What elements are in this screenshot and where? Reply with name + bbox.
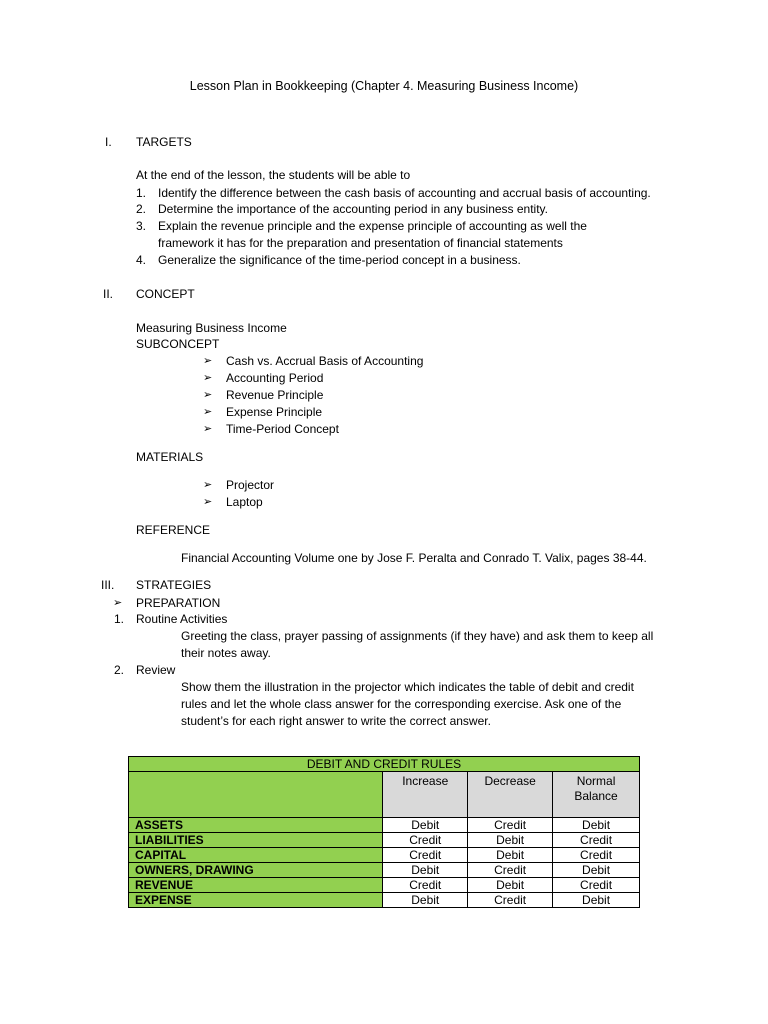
arrow-bullet-icon: ➢ bbox=[203, 372, 213, 384]
table-cell: Credit bbox=[468, 863, 553, 878]
arrow-bullet-icon: ➢ bbox=[113, 597, 123, 609]
arrow-bullet-icon: ➢ bbox=[203, 496, 213, 508]
subconcept-item: Revenue Principle bbox=[226, 388, 324, 402]
preparation-label: PREPARATION bbox=[136, 596, 221, 610]
table-cell: Debit bbox=[553, 818, 640, 833]
table-row bbox=[129, 893, 640, 908]
table-row bbox=[129, 833, 640, 848]
material-item: Laptop bbox=[226, 495, 263, 509]
table-cell: Debit bbox=[383, 863, 468, 878]
table-cell: Credit bbox=[553, 848, 640, 863]
table-cell: Credit bbox=[468, 818, 553, 833]
table-row bbox=[129, 818, 640, 833]
arrow-bullet-icon: ➢ bbox=[203, 406, 213, 418]
target-number: 1. bbox=[136, 186, 147, 200]
table-cell: Credit bbox=[553, 878, 640, 893]
target-item: Explain the revenue principle and the expense principle of accounting as well the bbox=[158, 219, 587, 233]
table-row bbox=[129, 848, 640, 863]
target-item: Identify the difference between the cash basis of accounting and accrual basis of accounting. bbox=[158, 186, 651, 200]
targets-intro: At the end of the lesson, the students will be able to bbox=[136, 168, 411, 182]
reference-text: Financial Accounting Volume one by Jose F. Peralta and Conrado T. Valix, pages 38-44. bbox=[181, 551, 647, 565]
subconcept-label: SUBCONCEPT bbox=[136, 337, 220, 351]
material-item: Projector bbox=[226, 478, 275, 492]
row-label: LIABILITIES bbox=[129, 833, 383, 848]
arrow-bullet-icon: ➢ bbox=[203, 389, 213, 401]
target-item: Generalize the significance of the time-period concept in a business. bbox=[158, 253, 521, 267]
section-heading-concept: CONCEPT bbox=[136, 287, 195, 301]
table-cell: Credit bbox=[553, 833, 640, 848]
step-description: student’s for each right answer to write the correct answer. bbox=[181, 714, 491, 728]
arrow-bullet-icon: ➢ bbox=[203, 423, 213, 435]
step-description: Greeting the class, prayer passing of assignments (if they have) and ask them to keep all bbox=[181, 629, 654, 643]
step-number: 2. bbox=[114, 663, 125, 677]
arrow-bullet-icon: ➢ bbox=[203, 479, 213, 491]
table-cell: Credit bbox=[468, 893, 553, 908]
step-description: Show them the illustration in the projector which indicates the table of debit and credit bbox=[181, 680, 634, 694]
section-heading-strategies: STRATEGIES bbox=[136, 578, 212, 592]
row-label: ASSETS bbox=[129, 818, 383, 833]
row-label: OWNERS, DRAWING bbox=[129, 863, 383, 878]
column-header: Normal Balance bbox=[553, 772, 640, 818]
section-numeral-strategies: III. bbox=[101, 578, 115, 592]
table-cell: Debit bbox=[468, 833, 553, 848]
arrow-bullet-icon: ➢ bbox=[203, 355, 213, 367]
debit-credit-rules-table bbox=[128, 756, 640, 908]
table-row bbox=[129, 863, 640, 878]
step-label: Routine Activities bbox=[136, 612, 228, 626]
target-number: 2. bbox=[136, 202, 147, 216]
row-label: EXPENSE bbox=[129, 893, 383, 908]
table-cell: Debit bbox=[383, 893, 468, 908]
page-title: Lesson Plan in Bookkeeping (Chapter 4. Measuring Business Income) bbox=[189, 79, 579, 93]
section-numeral-targets: I. bbox=[105, 135, 112, 149]
table-cell: Credit bbox=[383, 878, 468, 893]
row-label: REVENUE bbox=[129, 878, 383, 893]
row-label: CAPITAL bbox=[129, 848, 383, 863]
target-item-continuation: framework it has for the preparation and presentation of financial statements bbox=[158, 236, 563, 250]
step-description: rules and let the whole class answer for the corresponding exercise. Ask one of the bbox=[181, 697, 622, 711]
subconcept-item: Time-Period Concept bbox=[226, 422, 339, 436]
table-cell: Debit bbox=[553, 863, 640, 878]
table-row bbox=[129, 878, 640, 893]
step-description: their notes away. bbox=[181, 646, 271, 660]
column-header: Increase bbox=[383, 772, 468, 818]
subconcept-item: Cash vs. Accrual Basis of Accounting bbox=[226, 354, 424, 368]
step-label: Review bbox=[136, 663, 176, 677]
target-number: 3. bbox=[136, 219, 147, 233]
subconcept-item: Accounting Period bbox=[226, 371, 324, 385]
concept-topic: Measuring Business Income bbox=[136, 321, 287, 335]
subconcept-item: Expense Principle bbox=[226, 405, 323, 419]
step-number: 1. bbox=[114, 612, 125, 626]
table-cell: Credit bbox=[383, 833, 468, 848]
column-header: Decrease bbox=[468, 772, 553, 818]
materials-label: MATERIALS bbox=[136, 450, 204, 464]
target-number: 4. bbox=[136, 253, 147, 267]
section-heading-targets: TARGETS bbox=[136, 135, 192, 149]
table-cell: Debit bbox=[468, 878, 553, 893]
table-cell: Debit bbox=[553, 893, 640, 908]
reference-label: REFERENCE bbox=[136, 523, 211, 537]
section-numeral-concept: II. bbox=[103, 287, 114, 301]
table-cell: Credit bbox=[383, 848, 468, 863]
target-item: Determine the importance of the accounting period in any business entity. bbox=[158, 202, 548, 216]
table-header-blank bbox=[129, 772, 383, 818]
table-cell: Debit bbox=[468, 848, 553, 863]
table-title: DEBIT AND CREDIT RULES bbox=[129, 757, 640, 772]
table-cell: Debit bbox=[383, 818, 468, 833]
